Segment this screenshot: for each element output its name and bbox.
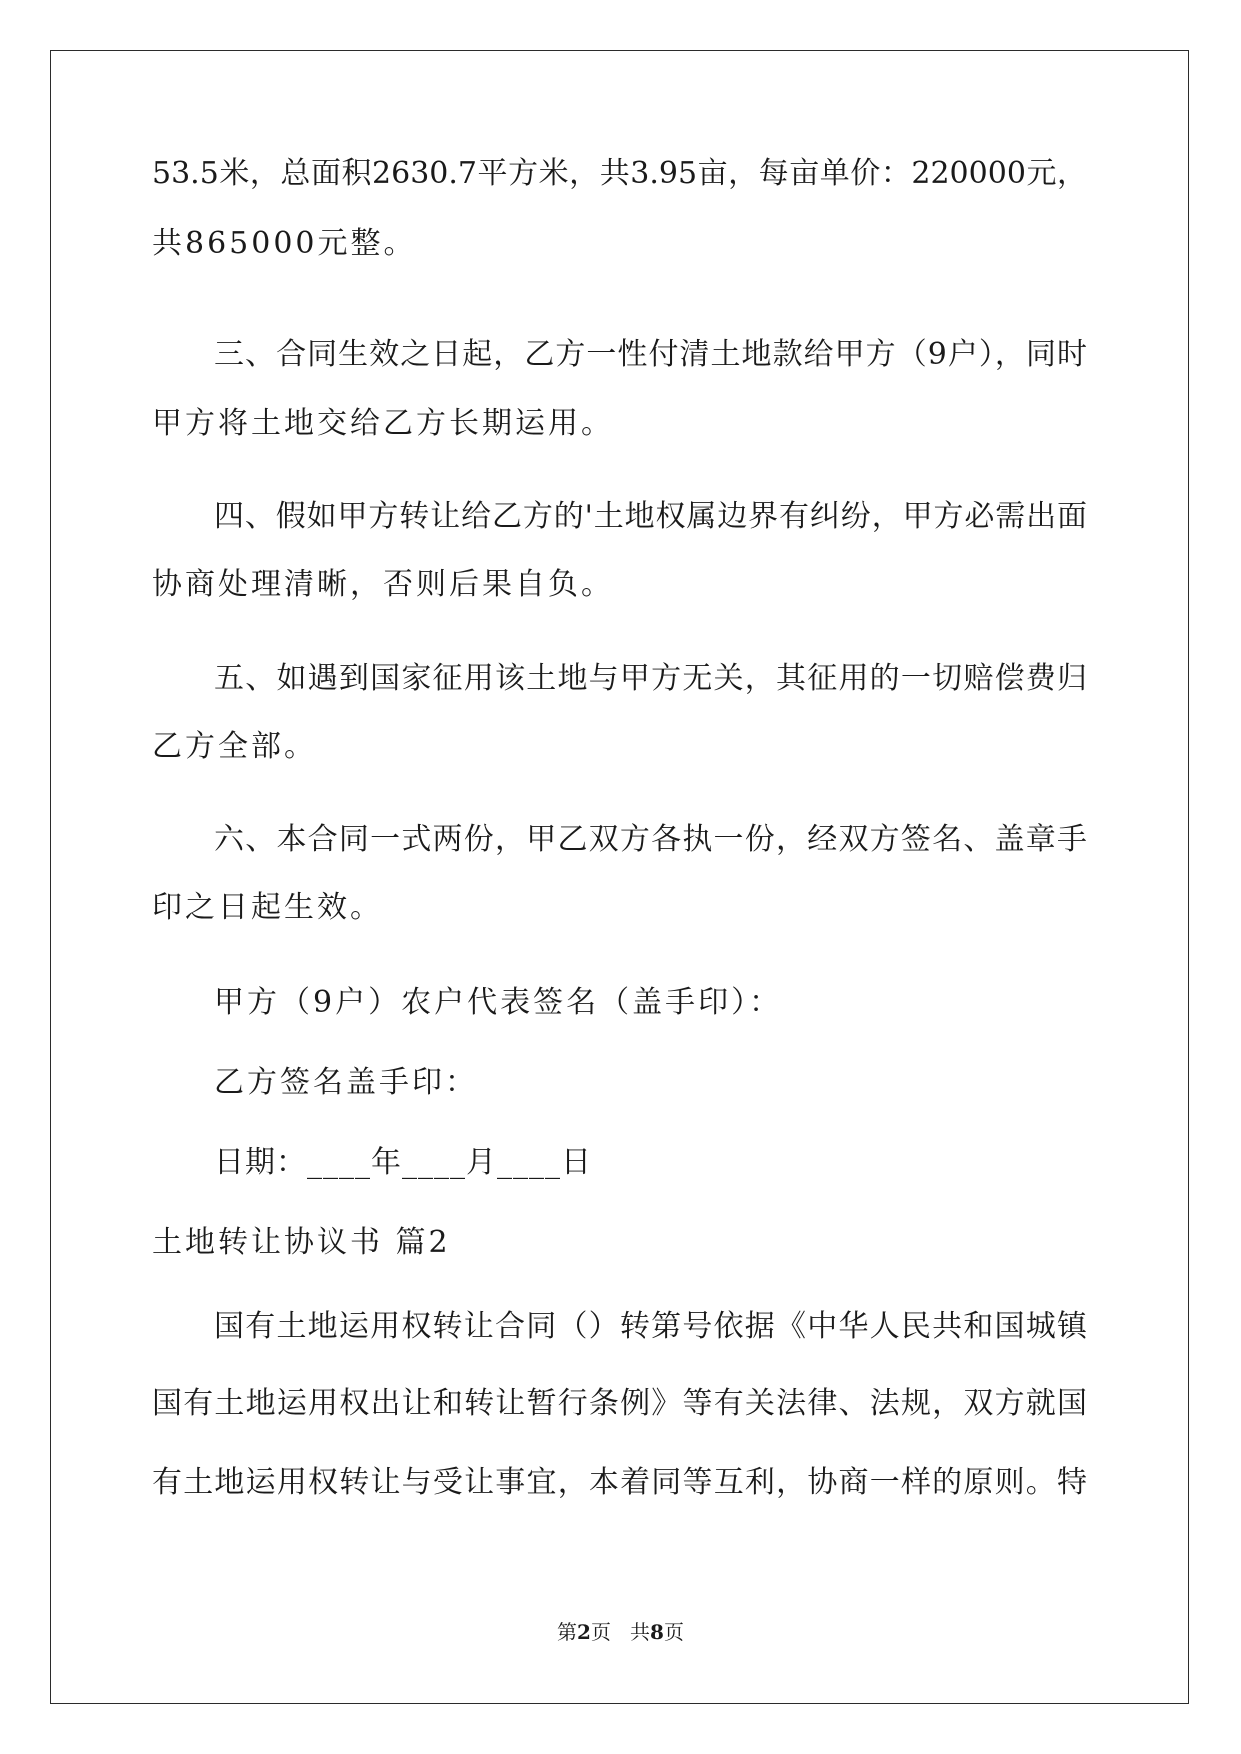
section-2-line: 国有土地运用权出让和转让暂行条例》等有关法律、法规，双方就国 bbox=[152, 1386, 1087, 1421]
party-b-signature-line: 乙方签名盖手印： bbox=[214, 1065, 478, 1100]
clause-5-line: 五、如遇到国家征用该土地与甲方无关，其征用的一切赔偿费归 bbox=[214, 661, 1087, 696]
footer-prefix: 第 bbox=[557, 1620, 578, 1644]
page-border bbox=[50, 50, 1189, 1704]
clause-6-line: 印之日起生效。 bbox=[152, 890, 383, 925]
section-2-line: 国有土地运用权转让合同（）转第号依据《中华人民共和国城镇 bbox=[214, 1309, 1087, 1344]
footer-middle: 页 共 bbox=[590, 1620, 651, 1644]
date-line: 日期：____年____月____日 bbox=[214, 1145, 592, 1180]
clause-3-line: 甲方将土地交给乙方长期运用。 bbox=[152, 406, 614, 441]
section-heading: 土地转让协议书 篇2 bbox=[152, 1225, 451, 1260]
body-line: 53.5米，总面积2630.7平方米，共3.95亩，每亩单价：220000元， bbox=[152, 156, 1087, 191]
footer-total-pages: 8 bbox=[650, 1620, 664, 1644]
body-line: 共865000元整。 bbox=[152, 226, 417, 261]
footer-page-number: 2 bbox=[577, 1620, 591, 1644]
footer-suffix: 页 bbox=[663, 1620, 684, 1644]
clause-3-line: 三、合同生效之日起，乙方一性付清土地款给甲方（9户），同时 bbox=[214, 337, 1087, 372]
clause-4-line: 四、假如甲方转让给乙方的'土地权属边界有纠纷，甲方必需出面 bbox=[214, 499, 1087, 534]
page-footer bbox=[0, 1618, 1241, 1646]
clause-4-line: 协商处理清晰，否则后果自负。 bbox=[152, 567, 614, 602]
clause-5-line: 乙方全部。 bbox=[152, 729, 317, 764]
party-a-signature-line: 甲方（9户）农户代表签名（盖手印）： bbox=[214, 985, 783, 1020]
clause-6-line: 六、本合同一式两份，甲乙双方各执一份，经双方签名、盖章手 bbox=[214, 822, 1087, 857]
section-2-line: 有土地运用权转让与受让事宜，本着同等互利，协商一样的原则。特 bbox=[152, 1465, 1087, 1500]
